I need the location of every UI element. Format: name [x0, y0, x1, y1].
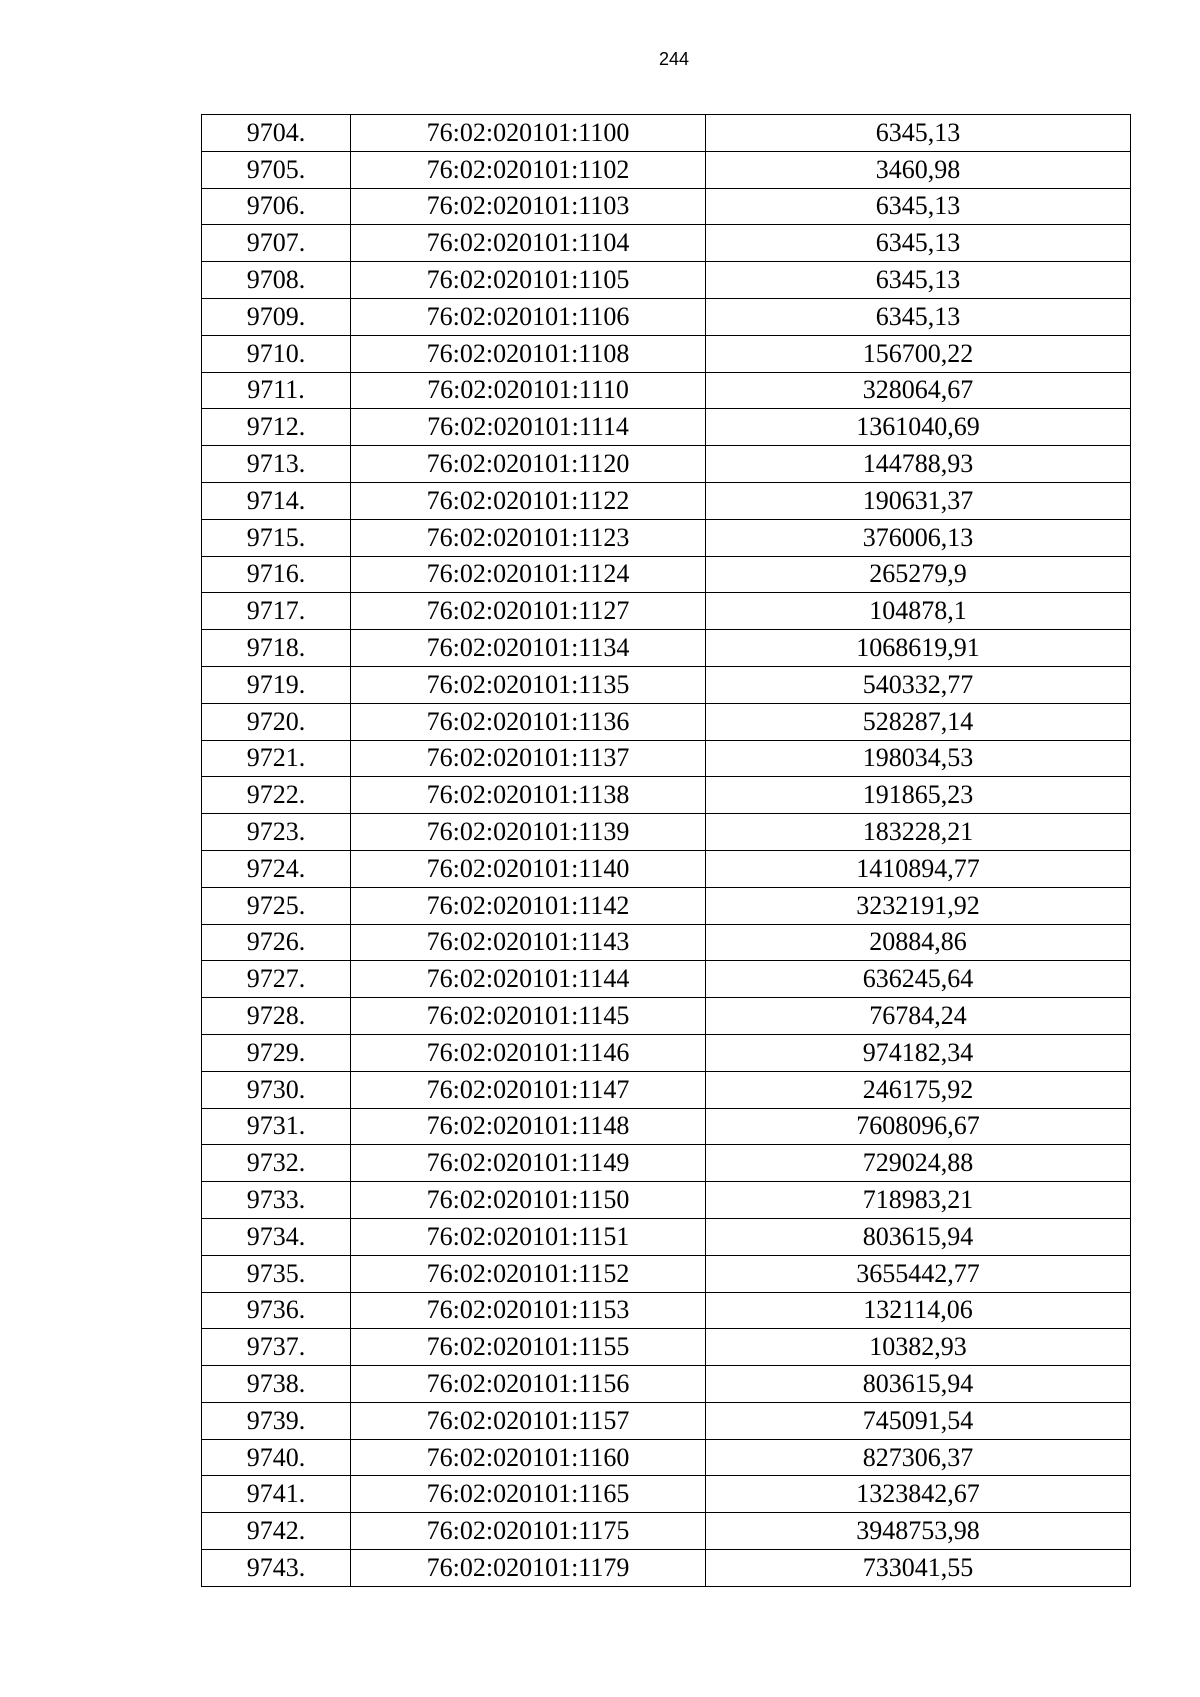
- cadastral-number-cell: 76:02:020101:1147: [351, 1071, 706, 1108]
- cadastral-number-cell: 76:02:020101:1156: [351, 1366, 706, 1403]
- row-number-cell: 9714.: [202, 482, 351, 519]
- table-row: [202, 1034, 1131, 1071]
- cadastral-value-cell: 76784,24: [706, 998, 1131, 1035]
- cadastral-number-cell: 76:02:020101:1165: [351, 1476, 706, 1513]
- row-number-cell: 9727.: [202, 961, 351, 998]
- table-row: [202, 1439, 1131, 1476]
- cadastral-value-cell: 1410894,77: [706, 850, 1131, 887]
- row-number-cell: 9718.: [202, 630, 351, 667]
- table-row: [202, 1513, 1131, 1550]
- row-number-cell: 9725.: [202, 887, 351, 924]
- row-number-cell: 9722.: [202, 777, 351, 814]
- table-row: [202, 1071, 1131, 1108]
- cadastral-number-cell: 76:02:020101:1152: [351, 1255, 706, 1292]
- table-row: [202, 262, 1131, 299]
- cadastral-value-cell: 6345,13: [706, 262, 1131, 299]
- row-number-cell: 9705.: [202, 151, 351, 188]
- row-number-cell: 9710.: [202, 335, 351, 372]
- row-number-cell: 9734.: [202, 1218, 351, 1255]
- cadastral-number-cell: 76:02:020101:1175: [351, 1513, 706, 1550]
- table-row: [202, 335, 1131, 372]
- cadastral-value-cell: 156700,22: [706, 335, 1131, 372]
- cadastral-number-cell: 76:02:020101:1153: [351, 1292, 706, 1329]
- table-row: [202, 446, 1131, 483]
- cadastral-value-cell: 104878,1: [706, 593, 1131, 630]
- cadastral-number-cell: 76:02:020101:1136: [351, 703, 706, 740]
- cadastral-number-cell: 76:02:020101:1140: [351, 850, 706, 887]
- cadastral-value-cell: 803615,94: [706, 1366, 1131, 1403]
- table-row: [202, 1329, 1131, 1366]
- cadastral-number-cell: 76:02:020101:1138: [351, 777, 706, 814]
- table-row: [202, 887, 1131, 924]
- row-number-cell: 9706.: [202, 188, 351, 225]
- table-row: [202, 115, 1131, 152]
- row-number-cell: 9741.: [202, 1476, 351, 1513]
- cadastral-value-cell: 6345,13: [706, 115, 1131, 152]
- row-number-cell: 9731.: [202, 1108, 351, 1145]
- row-number-cell: 9739.: [202, 1402, 351, 1439]
- table-row: [202, 1366, 1131, 1403]
- table-row: [202, 225, 1131, 262]
- cadastral-number-cell: 76:02:020101:1120: [351, 446, 706, 483]
- row-number-cell: 9729.: [202, 1034, 351, 1071]
- cadastral-number-cell: 76:02:020101:1103: [351, 188, 706, 225]
- cadastral-value-cell: 6345,13: [706, 225, 1131, 262]
- cadastral-value-cell: 540332,77: [706, 666, 1131, 703]
- cadastral-number-cell: 76:02:020101:1137: [351, 740, 706, 777]
- cadastral-value-cell: 6345,13: [706, 188, 1131, 225]
- row-number-cell: 9724.: [202, 850, 351, 887]
- cadastral-number-cell: 76:02:020101:1143: [351, 924, 706, 961]
- table-row: [202, 630, 1131, 667]
- row-number-cell: 9709.: [202, 298, 351, 335]
- table-row: [202, 740, 1131, 777]
- cadastral-number-cell: 76:02:020101:1157: [351, 1402, 706, 1439]
- row-number-cell: 9737.: [202, 1329, 351, 1366]
- table-row: [202, 298, 1131, 335]
- cadastral-value-table: [201, 114, 1131, 1587]
- row-number-cell: 9715.: [202, 519, 351, 556]
- table-row: [202, 188, 1131, 225]
- cadastral-value-cell: 827306,37: [706, 1439, 1131, 1476]
- cadastral-number-cell: 76:02:020101:1114: [351, 409, 706, 446]
- table-row: [202, 1550, 1131, 1587]
- cadastral-value-cell: 733041,55: [706, 1550, 1131, 1587]
- cadastral-value-cell: 3460,98: [706, 151, 1131, 188]
- cadastral-number-cell: 76:02:020101:1142: [351, 887, 706, 924]
- row-number-cell: 9738.: [202, 1366, 351, 1403]
- cadastral-number-cell: 76:02:020101:1110: [351, 372, 706, 409]
- table-row: [202, 556, 1131, 593]
- row-number-cell: 9726.: [202, 924, 351, 961]
- cadastral-value-cell: 3232191,92: [706, 887, 1131, 924]
- cadastral-value-cell: 729024,88: [706, 1145, 1131, 1182]
- table-row: [202, 1218, 1131, 1255]
- cadastral-number-cell: 76:02:020101:1149: [351, 1145, 706, 1182]
- row-number-cell: 9743.: [202, 1550, 351, 1587]
- cadastral-value-cell: 328064,67: [706, 372, 1131, 409]
- cadastral-number-cell: 76:02:020101:1104: [351, 225, 706, 262]
- row-number-cell: 9723.: [202, 814, 351, 851]
- cadastral-value-cell: 183228,21: [706, 814, 1131, 851]
- table-row: [202, 924, 1131, 961]
- page-number: 244: [658, 49, 690, 69]
- row-number-cell: 9733.: [202, 1182, 351, 1219]
- cadastral-value-cell: 3655442,77: [706, 1255, 1131, 1292]
- table-row: [202, 1255, 1131, 1292]
- cadastral-value-cell: 265279,9: [706, 556, 1131, 593]
- table-body: [202, 115, 1131, 1587]
- cadastral-number-cell: 76:02:020101:1134: [351, 630, 706, 667]
- cadastral-value-cell: 1068619,91: [706, 630, 1131, 667]
- table-row: [202, 482, 1131, 519]
- cadastral-number-cell: 76:02:020101:1100: [351, 115, 706, 152]
- row-number-cell: 9735.: [202, 1255, 351, 1292]
- cadastral-number-cell: 76:02:020101:1106: [351, 298, 706, 335]
- table-row: [202, 1182, 1131, 1219]
- table-row: [202, 1108, 1131, 1145]
- row-number-cell: 9719.: [202, 666, 351, 703]
- row-number-cell: 9708.: [202, 262, 351, 299]
- cadastral-value-cell: 246175,92: [706, 1071, 1131, 1108]
- cadastral-value-cell: 7608096,67: [706, 1108, 1131, 1145]
- cadastral-value-cell: 144788,93: [706, 446, 1131, 483]
- cadastral-number-cell: 76:02:020101:1124: [351, 556, 706, 593]
- cadastral-value-cell: 803615,94: [706, 1218, 1131, 1255]
- row-number-cell: 9713.: [202, 446, 351, 483]
- cadastral-value-cell: 198034,53: [706, 740, 1131, 777]
- cadastral-value-cell: 636245,64: [706, 961, 1131, 998]
- table-row: [202, 703, 1131, 740]
- table-row: [202, 777, 1131, 814]
- cadastral-number-cell: 76:02:020101:1145: [351, 998, 706, 1035]
- row-number-cell: 9707.: [202, 225, 351, 262]
- row-number-cell: 9732.: [202, 1145, 351, 1182]
- row-number-cell: 9704.: [202, 115, 351, 152]
- cadastral-number-cell: 76:02:020101:1160: [351, 1439, 706, 1476]
- cadastral-value-cell: 718983,21: [706, 1182, 1131, 1219]
- cadastral-value-cell: 528287,14: [706, 703, 1131, 740]
- cadastral-number-cell: 76:02:020101:1105: [351, 262, 706, 299]
- row-number-cell: 9730.: [202, 1071, 351, 1108]
- row-number-cell: 9717.: [202, 593, 351, 630]
- table-row: [202, 961, 1131, 998]
- cadastral-value-cell: 1323842,67: [706, 1476, 1131, 1513]
- table-row: [202, 1476, 1131, 1513]
- table-row: [202, 814, 1131, 851]
- row-number-cell: 9711.: [202, 372, 351, 409]
- cadastral-number-cell: 76:02:020101:1122: [351, 482, 706, 519]
- cadastral-value-cell: 974182,34: [706, 1034, 1131, 1071]
- cadastral-number-cell: 76:02:020101:1151: [351, 1218, 706, 1255]
- cadastral-value-cell: 20884,86: [706, 924, 1131, 961]
- cadastral-number-cell: 76:02:020101:1139: [351, 814, 706, 851]
- cadastral-value-cell: 745091,54: [706, 1402, 1131, 1439]
- row-number-cell: 9716.: [202, 556, 351, 593]
- row-number-cell: 9720.: [202, 703, 351, 740]
- table-row: [202, 850, 1131, 887]
- cadastral-number-cell: 76:02:020101:1148: [351, 1108, 706, 1145]
- row-number-cell: 9740.: [202, 1439, 351, 1476]
- cadastral-value-cell: 191865,23: [706, 777, 1131, 814]
- table-row: [202, 372, 1131, 409]
- cadastral-value-cell: 10382,93: [706, 1329, 1131, 1366]
- cadastral-number-cell: 76:02:020101:1146: [351, 1034, 706, 1071]
- cadastral-number-cell: 76:02:020101:1179: [351, 1550, 706, 1587]
- table-row: [202, 666, 1131, 703]
- cadastral-value-cell: 6345,13: [706, 298, 1131, 335]
- cadastral-value-cell: 132114,06: [706, 1292, 1131, 1329]
- cadastral-value-cell: 1361040,69: [706, 409, 1131, 446]
- row-number-cell: 9736.: [202, 1292, 351, 1329]
- cadastral-number-cell: 76:02:020101:1155: [351, 1329, 706, 1366]
- table-row: [202, 1292, 1131, 1329]
- table-row: [202, 409, 1131, 446]
- table-row: [202, 998, 1131, 1035]
- cadastral-value-cell: 376006,13: [706, 519, 1131, 556]
- row-number-cell: 9742.: [202, 1513, 351, 1550]
- cadastral-number-cell: 76:02:020101:1150: [351, 1182, 706, 1219]
- cadastral-value-cell: 3948753,98: [706, 1513, 1131, 1550]
- cadastral-number-cell: 76:02:020101:1123: [351, 519, 706, 556]
- table-row: [202, 593, 1131, 630]
- table-row: [202, 519, 1131, 556]
- cadastral-number-cell: 76:02:020101:1102: [351, 151, 706, 188]
- row-number-cell: 9712.: [202, 409, 351, 446]
- cadastral-value-cell: 190631,37: [706, 482, 1131, 519]
- cadastral-number-cell: 76:02:020101:1127: [351, 593, 706, 630]
- cadastral-number-cell: 76:02:020101:1135: [351, 666, 706, 703]
- cadastral-number-cell: 76:02:020101:1108: [351, 335, 706, 372]
- cadastral-number-cell: 76:02:020101:1144: [351, 961, 706, 998]
- table-row: [202, 1402, 1131, 1439]
- table-row: [202, 151, 1131, 188]
- table-row: [202, 1145, 1131, 1182]
- row-number-cell: 9721.: [202, 740, 351, 777]
- row-number-cell: 9728.: [202, 998, 351, 1035]
